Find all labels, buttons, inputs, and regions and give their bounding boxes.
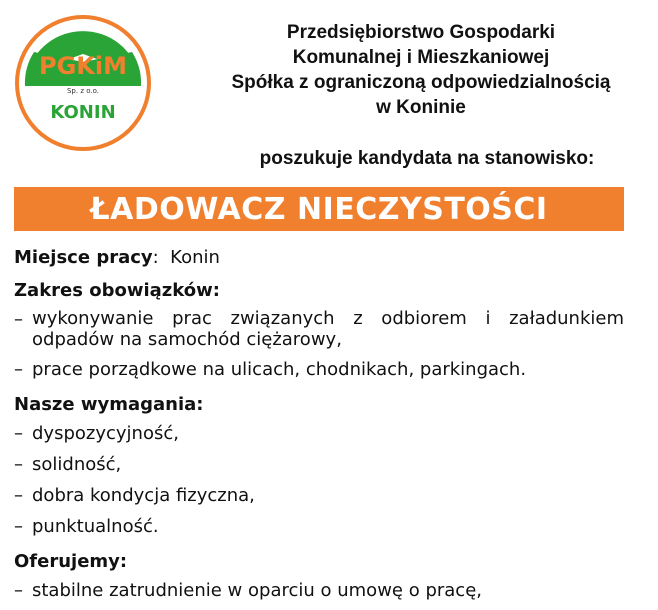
requirement-text: dobra kondycja fizyczna, — [32, 485, 255, 506]
duties-title: Zakres obowiązków: — [14, 280, 220, 301]
dash-bullet: – — [14, 516, 23, 537]
logo-name: PGKiM — [39, 52, 127, 80]
offer-title: Oferujemy: — [14, 551, 128, 572]
dash-bullet: – — [14, 423, 23, 444]
requirement-text: solidność, — [32, 454, 122, 475]
company-line: w Koninie — [376, 97, 466, 118]
company-line: Spółka z ograniczoną odpowiedzialnością — [231, 72, 611, 93]
position-title: ŁADOWACZ NIECZYSTOŚCI — [90, 191, 548, 227]
dash-bullet: – — [14, 485, 23, 506]
company-line: Przedsiębiorstwo Gospodarki — [286, 22, 556, 43]
duty-item — [14, 308, 624, 350]
workplace-row — [14, 246, 624, 269]
workplace-value: Konin — [170, 247, 220, 268]
company-line: Komunalnej i Mieszkaniowej — [292, 47, 550, 68]
requirement-item — [14, 515, 624, 538]
logo-city: KONIN — [50, 102, 116, 123]
job-details — [14, 246, 624, 610]
duty-text: wykonywanie prac związanych z odbiorem i załadunkiem odpadów na samochód ciężarowy, — [32, 308, 624, 350]
position-title-banner — [14, 187, 624, 231]
company-name — [190, 20, 652, 120]
duty-text: prace porządkowe na ulicach, chodnikach, parkingach. — [32, 359, 527, 380]
dash-bullet: – — [14, 454, 23, 475]
workplace-separator: : — [152, 247, 159, 268]
requirement-text: punktualność. — [32, 516, 159, 537]
offer-item — [14, 579, 624, 602]
dash-bullet: – — [14, 580, 23, 601]
dash-bullet: – — [14, 309, 23, 330]
requirement-item — [14, 453, 624, 476]
dash-bullet: – — [14, 359, 23, 380]
workplace-label: Miejsce pracy — [14, 247, 153, 268]
requirements-title: Nasze wymagania: — [14, 394, 204, 415]
company-logo — [14, 14, 152, 152]
seeking-text: poszukuje kandydata na stanowisko: — [259, 148, 595, 169]
logo-subtitle: Sp. z o.o. — [66, 87, 100, 95]
offer-text: stabilne zatrudnienie w oparciu o umowę o pracę, — [32, 580, 482, 601]
requirement-item — [14, 422, 624, 445]
requirement-text: dyspozycyjność, — [32, 423, 179, 444]
duty-item — [14, 358, 624, 381]
requirement-item — [14, 484, 624, 507]
